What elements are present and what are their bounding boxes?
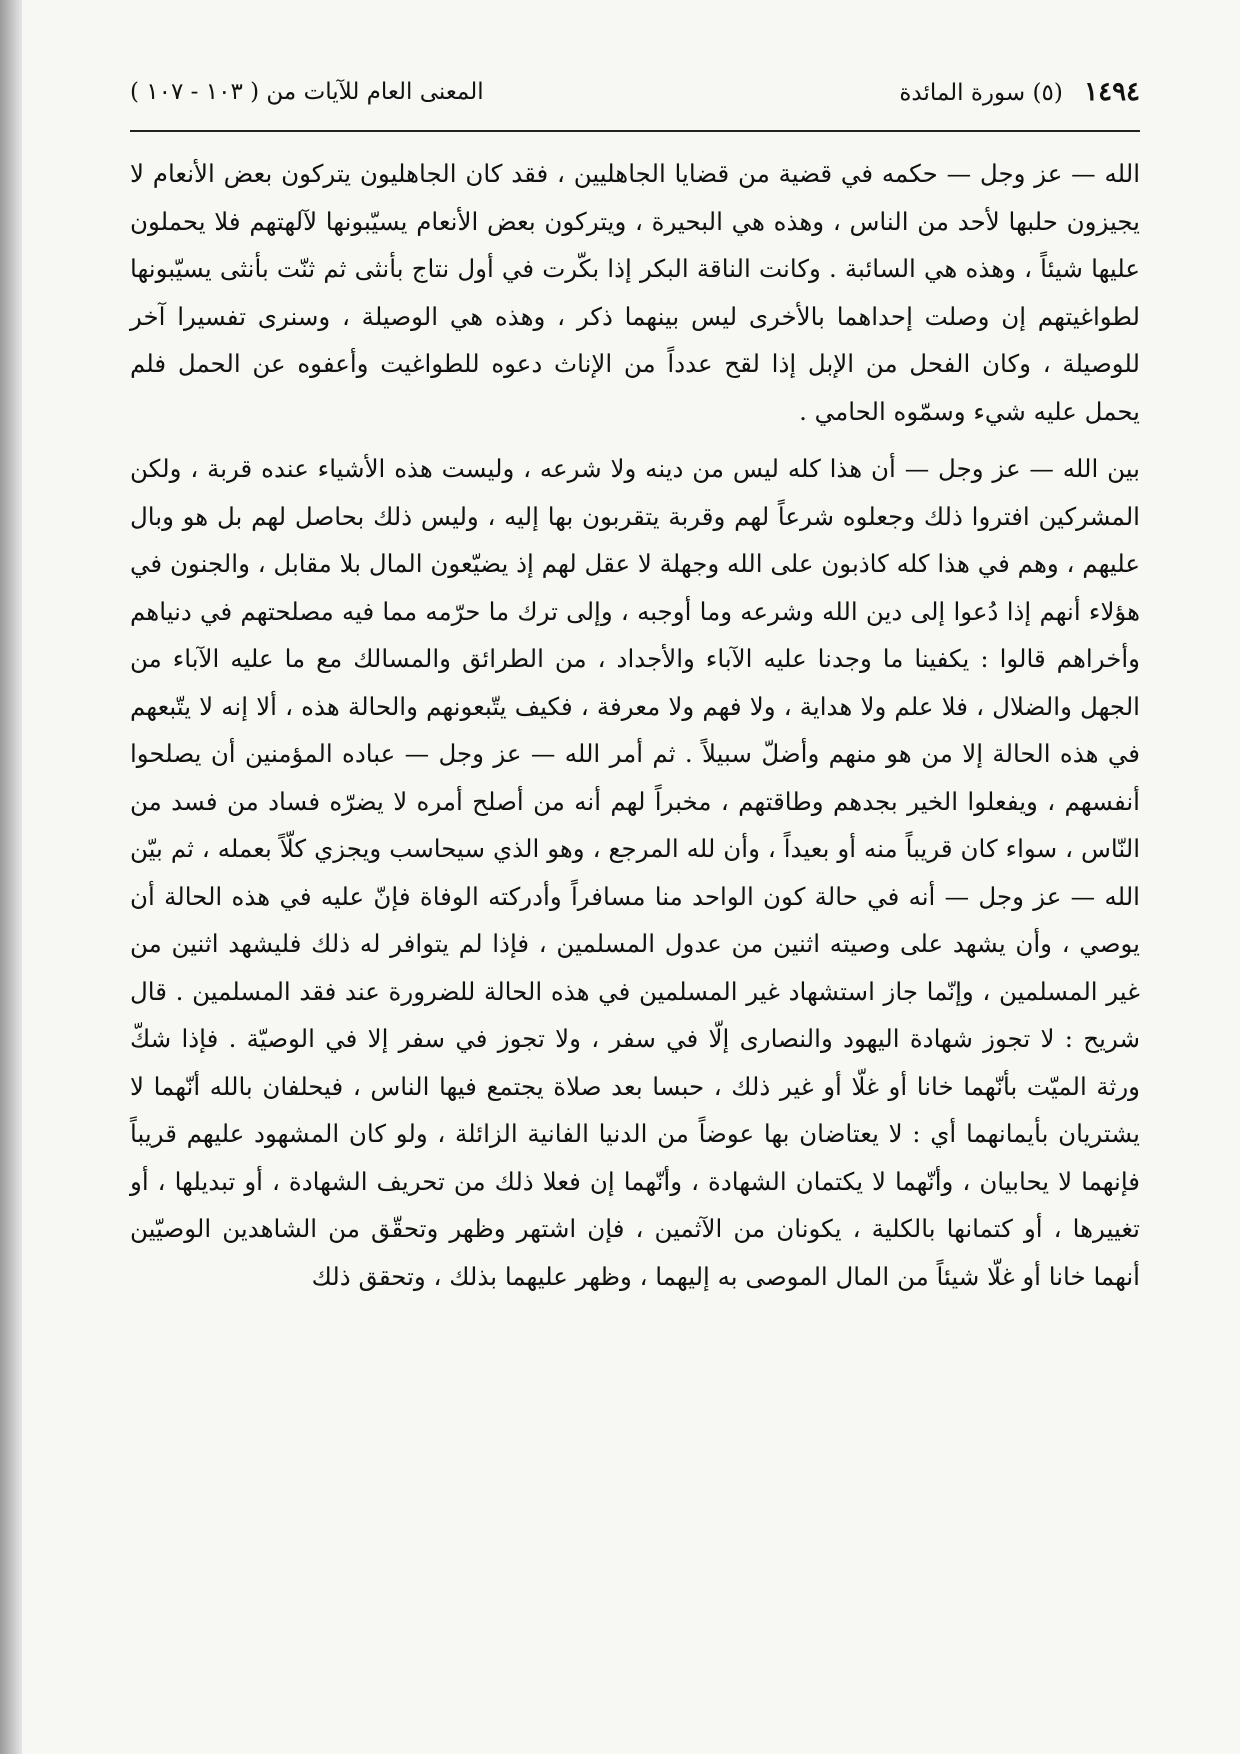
page-number: ١٤٩٤ xyxy=(1084,77,1140,107)
running-header xyxy=(130,64,1140,120)
header-page-info xyxy=(899,64,1140,121)
book-binding-shadow xyxy=(0,0,22,1754)
body-text xyxy=(130,150,1140,1300)
paragraph: الله — عز وجل — حكمه في قضية من قضايا الجاهليين ، فقد كان الجاهليون يتركون بعض الأنعام لا يجيزون حلبها لأحد من الناس ، وهذه هي البحيرة ، ويتركون بعض الأنعام يسيّبونها لآلهتهم فلا يحملون عليها شيئاً ، وهذه هي السائبة . وكانت الناقة البكر إذا بكّرت في أول نتاج بأنثى ثم ثنّت بأنثى يسيّبونها لطواغيتهم إن وصلت إحداهما بالأخرى ليس بينهما ذكر ، وهذه هي الوصيلة ، وسنرى تفسيرا آخر للوصيلة ، وكان الفحل من الإبل إذا لقح عدداً من الإناث دعوه للطواغيت وأعفوه عن الحمل فلم يحمل عليه شيء وسمّوه الحامي . xyxy=(130,159,1140,426)
section-title: المعنى العام للآيات من ( ١٠٣ - ١٠٧ ) xyxy=(130,79,484,105)
book-page xyxy=(22,0,1240,1754)
paragraph: بين الله — عز وجل — أن هذا كله ليس من دينه ولا شرعه ، وليست هذه الأشياء عنده قربة ، ولكن المشركين افتروا ذلك وجعلوه شرعاً لهم وقربة يتقربون بها إليه ، وليس ذلك بحاصل لهم بل هو وبال عليهم ، وهم في هذا كله كاذبون على الله وجهلة لا عقل لهم إذ يضيّعون المال بلا مقابل ، والجنون في هؤلاء أنهم إذا دُعوا إلى دين الله وشرعه وما أوجبه ، وإلى ترك ما حرّمه مما فيه مصلحتهم في دنياهم وأخراهم قالوا : يكفينا ما وجدنا عليه الآباء والأجداد ، من الطرائق والمسالك مع ما عليه الآباء من الجهل والضلال ، فلا علم ولا هداية ، ولا فهم ولا معرفة ، فكيف يتّبعونهم والحالة هذه ، ألا إنه لا يتّبعهم في هذه الحالة إلا من هو منهم وأضلّ سبيلاً . ثم أمر الله — عز وجل — عباده المؤمنين أن يصلحوا أنفسهم ، ويفعلوا الخير بجدهم وطاقتهم ، مخبراً لهم أنه من أصلح أمره لا يضرّه فساد من فسد من النّاس ، سواء كان قريباً منه أو بعيداً ، وأن لله المرجع ، وهو الذي سيحاسب ويجزي كلّاً بعمله ، ثم بيّن الله — عز وجل — أنه في حالة كون الواحد منا مسافراً وأدركته الوفاة فإنّ عليه في هذه الحالة أن يوصي ، وأن يشهد على وصيته اثنين من عدول المسلمين ، فإذا لم يتوافر له ذلك فليشهد اثنين من غير المسلمين ، وإنّما جاز استشهاد غير المسلمين في هذه الحالة للضرورة عند فقد المسلمين . قال شريح : لا تجوز شهادة اليهود والنصارى إلّا في سفر ، ولا تجوز في سفر إلا في الوصيّة . فإذا شكّ ورثة الميّت بأنّهما خانا أو غلّا أو غير ذلك ، حبسا بعد صلاة يجتمع فيها الناس ، فيحلفان بالله أنّهما لا يشتريان بأيمانهما أي : لا يعتاضان بها عوضاً من الدنيا الفانية الزائلة ، ولو كان المشهود عليهم قريباً فإنهما لا يحابيان ، وأنّهما لا يكتمان الشهادة ، وأنّهما إن فعلا ذلك من تحريف الشهادة ، أو تبديلها ، أو تغييرها ، أو كتمانها بالكلية ، يكونان من الآثمين ، فإن اشتهر وظهر وتحقّق من الشاهدين الوصيّين أنهما خانا أو غلّا شيئاً من المال الموصى به إليهما ، وظهر عليهما بذلك ، وتحقق ذلك xyxy=(130,454,1140,1291)
header-divider xyxy=(130,130,1140,132)
surah-name: (٥) سورة المائدة xyxy=(899,80,1063,106)
